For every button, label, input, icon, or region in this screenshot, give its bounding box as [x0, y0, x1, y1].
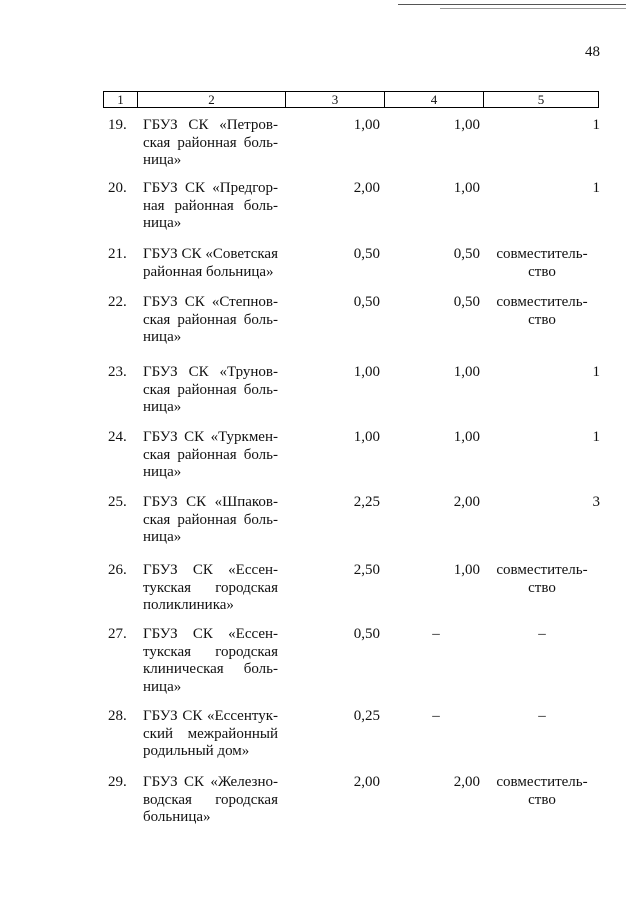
institution-name-line: ГБУЗ СК «Трунов-	[143, 364, 278, 380]
col-5-value-line: совместитель-	[496, 246, 588, 262]
institution-name-line: ская районная боль-	[143, 446, 278, 463]
col-4-value: –	[432, 708, 440, 724]
institution-name-line: родильный дом»	[143, 743, 250, 759]
col-5-value-line: –	[538, 708, 546, 724]
institution-name-line: тукская городская	[143, 579, 278, 596]
institution-name-line: больница»	[143, 809, 211, 825]
col-5-value	[484, 774, 600, 809]
col-5-value-line: 1	[592, 180, 600, 196]
col-5-value-line: 1	[592, 117, 600, 133]
col-3-value: 0,50	[353, 246, 380, 262]
institution-name	[143, 708, 278, 761]
col-5-value	[490, 180, 600, 198]
institution-name-line: ница»	[143, 215, 182, 231]
col-4-value: –	[432, 626, 440, 642]
col-5-value-line: ство	[528, 791, 556, 808]
institution-name-line: ница»	[143, 329, 182, 345]
table-header	[103, 91, 599, 108]
institution-name-line: ская районная боль-	[143, 311, 278, 328]
col-3-value: 0,25	[353, 708, 380, 724]
col-3-value: 1,00	[353, 429, 380, 445]
col-3-value: 2,00	[353, 180, 380, 196]
col-5-value-line: 1	[592, 364, 600, 380]
col-5-value	[490, 494, 600, 512]
col-4-value: 1,00	[453, 429, 480, 445]
col-5-value-line: совместитель-	[496, 774, 588, 790]
col-3-value: 1,00	[353, 117, 380, 133]
col-4-value: 1,00	[453, 117, 480, 133]
row-number: 19.	[108, 117, 127, 133]
header-col-3: 3	[286, 92, 385, 107]
row-number: 28.	[108, 708, 127, 724]
institution-name-line: ГБУЗ СК «Петров-	[143, 117, 278, 133]
col-4-value: 1,00	[453, 180, 480, 196]
institution-name-line: ГБУЗ СК «Туркмен-	[143, 429, 278, 445]
row-number: 20.	[108, 180, 127, 196]
institution-name-line: водская городская	[143, 791, 278, 808]
header-col-5: 5	[537, 92, 545, 107]
institution-name	[143, 117, 278, 170]
institution-name-line: ская районная боль-	[143, 134, 278, 151]
institution-name	[143, 180, 278, 233]
col-5-value	[490, 429, 600, 447]
row-number: 23.	[108, 364, 127, 380]
col-5-value-line: ство	[528, 263, 556, 280]
row-number: 29.	[108, 774, 127, 790]
institution-name-line: ГБУЗ СК «Степнов-	[143, 294, 278, 310]
top-rule-secondary	[440, 8, 626, 9]
institution-name	[143, 626, 278, 696]
institution-name-line: ница»	[143, 152, 182, 168]
institution-name-line: ГБУЗ СК «Ессен-	[143, 562, 278, 578]
institution-name-line: ГБУЗ СК «Шпаков-	[143, 494, 278, 510]
institution-name-line: ГБУЗ СК «Советская	[143, 246, 278, 262]
institution-name-line: тукская городская	[143, 643, 278, 660]
row-number: 24.	[108, 429, 127, 445]
col-5-value	[534, 708, 550, 726]
col-4-value: 1,00	[453, 364, 480, 380]
institution-name-line: ГБУЗ СК «Железно-	[143, 774, 278, 790]
col-4-value: 0,50	[453, 294, 480, 310]
col-4-value: 2,00	[453, 494, 480, 510]
institution-name-line: ский межрайонный	[143, 725, 278, 742]
page-number: 48	[585, 44, 600, 60]
col-5-value	[534, 626, 550, 644]
institution-name	[143, 246, 278, 281]
col-5-value-line: –	[538, 626, 546, 642]
col-4-value: 2,00	[453, 774, 480, 790]
col-5-value	[484, 562, 600, 597]
row-number: 27.	[108, 626, 127, 642]
institution-name-line: клиническая боль-	[143, 661, 278, 677]
col-4-value: 0,50	[453, 246, 480, 262]
header-col-2: 2	[138, 92, 286, 107]
col-3-value: 2,00	[353, 774, 380, 790]
col-5-value	[484, 246, 600, 281]
institution-name-line: ГБУЗ СК «Ессентук-	[143, 708, 278, 724]
institution-name-line: ская районная боль-	[143, 511, 278, 528]
institution-name-line: ная районная боль-	[143, 197, 278, 214]
col-3-value: 2,25	[353, 494, 380, 510]
col-3-value: 0,50	[353, 626, 380, 642]
row-number: 22.	[108, 294, 127, 310]
institution-name	[143, 562, 278, 615]
header-col-1: 1	[104, 92, 138, 107]
institution-name-line: ГБУЗ СК «Ессен-	[143, 626, 278, 642]
col-5-value-line: совместитель-	[496, 562, 588, 578]
col-5-value-line: совместитель-	[496, 294, 588, 310]
institution-name	[143, 294, 278, 347]
institution-name	[143, 494, 278, 547]
institution-name	[143, 429, 278, 482]
institution-name	[143, 364, 278, 417]
col-5-value-line: 1	[592, 429, 600, 445]
col-5-value-line: ство	[528, 311, 556, 328]
col-3-value: 2,50	[353, 562, 380, 578]
top-rule	[398, 4, 626, 5]
institution-name-line: ГБУЗ СК «Предгор-	[143, 180, 278, 196]
row-number: 21.	[108, 246, 127, 262]
row-number: 26.	[108, 562, 127, 578]
col-5-value	[490, 117, 600, 135]
institution-name-line: ница»	[143, 464, 182, 480]
col-5-value	[484, 294, 600, 329]
col-5-value	[490, 364, 600, 382]
col-5-value-line: ство	[528, 579, 556, 596]
institution-name-line: ница»	[143, 529, 182, 545]
col-5-value-line: 3	[592, 494, 600, 510]
col-4-value: 1,00	[453, 562, 480, 578]
row-number: 25.	[108, 494, 127, 510]
header-col-4: 4	[385, 92, 484, 107]
col-3-value: 1,00	[353, 364, 380, 380]
institution-name-line: районная больница»	[143, 263, 274, 280]
institution-name	[143, 774, 278, 827]
institution-name-line: ница»	[143, 678, 182, 695]
col-3-value: 0,50	[353, 294, 380, 310]
institution-name-line: поликлиника»	[143, 597, 234, 613]
institution-name-line: ская районная боль-	[143, 381, 278, 398]
institution-name-line: ница»	[143, 399, 182, 415]
